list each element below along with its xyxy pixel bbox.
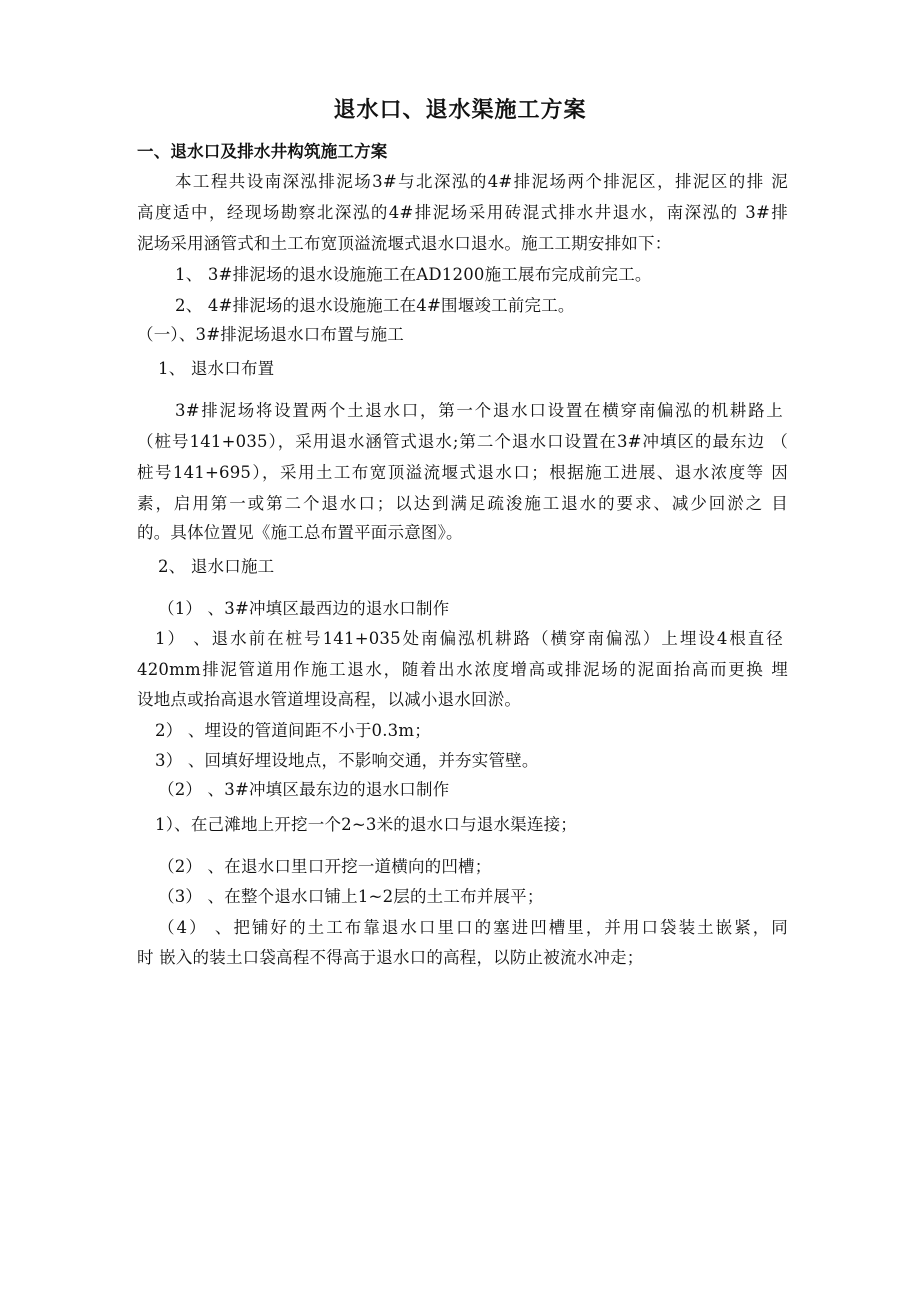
layout-line-4: 素，启用第一或第二个退水口；以达到满足疏浚施工退水的要求、减少回淤之 目	[137, 494, 788, 513]
west-step-1-line-2: 420mm排泥管道用作施工退水，随着出水浓度增高或排泥场的泥面抬高而更换 埋	[137, 660, 788, 679]
intro-line-2: 高度适中，经现场勘察北深泓的4#排泥场采用砖混式排水井退水，南深泓的 3#排	[137, 203, 788, 222]
east-step-3: （3） 、在整个退水口铺上1~2层的土工布并展平；	[158, 887, 544, 906]
subsection-heading: （一）、3#排泥场退水口布置与施工	[137, 325, 404, 344]
west-step-2: 2） 、埋设的管道间距不小于0.3m；	[155, 721, 431, 740]
section-heading: 一、退水口及排水井构筑施工方案	[137, 142, 388, 161]
layout-line-5: 的。具体位置见《施工总布置平面示意图》。	[137, 523, 463, 542]
layout-line-1: 3#排泥场将设置两个土退水口，第一个退水口设置在横穿南偏泓的机耕路上	[175, 401, 783, 420]
east-step-2: （2） 、在退水口里口开挖一道横向的凹槽；	[158, 857, 492, 876]
item-heading-layout: 1、 退水口布置	[158, 359, 275, 378]
west-step-1-line-1: 1） 、退水前在桩号141+035处南偏泓机耕路（横穿南偏泓）上埋设4根直径	[155, 629, 783, 648]
page-title: 退水口、退水渠施工方案	[333, 97, 587, 123]
east-step-4-line-2: 时 嵌入的装土口袋高程不得高于退水口的高程，以防止被流水冲走；	[137, 948, 644, 967]
west-outlet-heading: （1） 、3#冲填区最西边的退水口制作	[158, 599, 450, 618]
schedule-item-1: 1、 3#排泥场的退水设施施工在AD1200施工展布完成前完工。	[175, 265, 652, 284]
east-outlet-heading: （2） 、3#冲填区最东边的退水口制作	[158, 780, 450, 799]
west-step-3: 3） 、回填好埋设地点，不影响交通，并夯实管壁。	[155, 751, 539, 770]
schedule-item-2: 2、 4#排泥场的退水设施施工在4#围堰竣工前完工。	[175, 296, 575, 315]
item-heading-construction: 2、 退水口施工	[158, 557, 275, 576]
east-step-1: 1）、在己滩地上开挖一个2~3米的退水口与退水渠连接；	[155, 815, 577, 834]
intro-line-3: 泥场采用涵管式和土工布宽顶溢流堰式退水口退水。施工工期安排如下：	[137, 234, 672, 253]
intro-line-1: 本工程共设南深泓排泥场3#与北深泓的4#排泥场两个排泥区，排泥区的排 泥	[175, 172, 788, 191]
layout-line-3: 桩号141+695），采用土工布宽顶溢流堰式退水口；根据施工进展、退水浓度等 因	[137, 463, 788, 482]
west-step-1-line-3: 设地点或抬高退水管道埋设高程，以减小退水回淤。	[137, 690, 522, 709]
east-step-4-line-1: （4） 、把铺好的土工布靠退水口里口的塞进凹槽里，并用口袋装土嵌紧，同	[158, 918, 788, 937]
layout-line-2: （桩号141+035），采用退水涵管式退水;第二个退水口设置在3#冲填区的最东边 （	[137, 432, 788, 451]
